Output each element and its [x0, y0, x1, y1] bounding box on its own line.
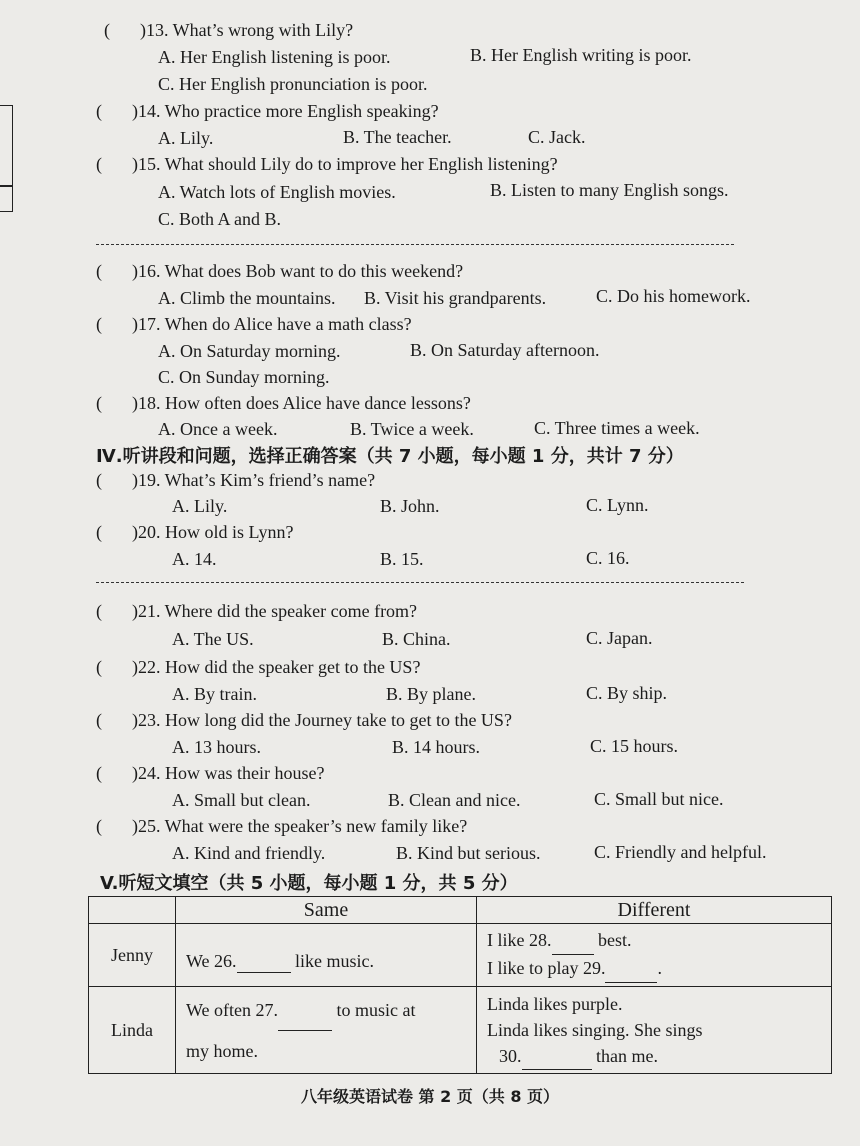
q15-option-a: A. Watch lots of English movies. — [158, 182, 396, 202]
q14-option-c: C. Jack. — [528, 127, 586, 147]
question-22: ( )22. How did the speaker get to the US? — [96, 657, 421, 677]
question-25: ( )25. What were the speaker’s new family like? — [96, 816, 468, 836]
linda-different-cell — [477, 987, 832, 1074]
q20-option-c: C. 16. — [586, 548, 630, 568]
linda-diff-line-3: 30. than me. — [487, 1043, 821, 1070]
row-label-linda: Linda — [89, 987, 176, 1074]
q22-option-b: B. By plane. — [386, 684, 476, 704]
question-20: ( )20. How old is Lynn? — [96, 522, 294, 542]
q23-option-b: B. 14 hours. — [392, 737, 481, 757]
q13-option-c: C. Her English pronunciation is poor. — [158, 74, 428, 94]
blank-29[interactable] — [605, 955, 657, 983]
question-13: ( )13. What’s wrong with Lily? — [104, 20, 354, 40]
q22-option-a: A. By train. — [172, 684, 257, 704]
q22-option-c: C. By ship. — [586, 683, 668, 703]
blank-26[interactable] — [237, 951, 291, 973]
linda-same-line-1: We often 27. to music at — [186, 990, 466, 1031]
q16-option-c: C. Do his homework. — [596, 286, 751, 306]
q21-option-c: C. Japan. — [586, 628, 653, 648]
question-14: ( )14. Who practice more English speaking? — [96, 101, 439, 121]
question-23: ( )23. How long did the Journey take to get to the US? — [96, 710, 512, 730]
left-bracket-upper — [0, 105, 13, 187]
q19-option-b: B. John. — [380, 496, 440, 516]
q25-option-c: C. Friendly and helpful. — [594, 842, 767, 862]
table-header-row — [89, 897, 832, 924]
question-21: ( )21. Where did the speaker come from? — [96, 601, 418, 621]
q16-option-b: B. Visit his grandparents. — [364, 288, 547, 308]
q13-option-a: A. Her English listening is poor. — [158, 47, 391, 67]
question-18: ( )18. How often does Alice have dance lessons? — [96, 393, 471, 413]
q25-option-a: A. Kind and friendly. — [172, 843, 326, 863]
linda-same-line-2: my home. — [186, 1040, 258, 1061]
blank-30[interactable] — [522, 1043, 592, 1070]
table-row-linda — [89, 987, 832, 1074]
q24-option-c: C. Small but nice. — [594, 789, 724, 809]
jenny-same-cell: We 26. like music. — [176, 924, 477, 987]
jenny-diff-line-2: I like to play 29. . — [487, 955, 821, 983]
question-19: ( )19. What’s Kim’s friend’s name? — [96, 470, 376, 490]
jenny-diff-line-1: I like 28. best. — [487, 927, 821, 955]
left-bracket-lower — [0, 185, 13, 212]
q19-option-c: C. Lynn. — [586, 495, 649, 515]
q17-option-b: B. On Saturday afternoon. — [410, 340, 600, 360]
jenny-different-cell — [477, 924, 832, 987]
q18-option-b: B. Twice a week. — [350, 419, 474, 439]
q17-option-c: C. On Sunday morning. — [158, 367, 330, 387]
q21-option-b: B. China. — [382, 629, 451, 649]
row-label-jenny: Jenny — [89, 924, 176, 987]
section-5-heading: V.听短文填空（共 5 小题，每小题 1 分，共 5 分） — [100, 873, 518, 894]
table-header-different: Different — [477, 897, 832, 924]
divider-1 — [96, 244, 734, 245]
q13-option-b: B. Her English writing is poor. — [470, 45, 692, 65]
linda-diff-line-2: Linda likes singing. She sings — [487, 1019, 703, 1040]
table-row-jenny — [89, 924, 832, 987]
divider-2 — [96, 582, 744, 583]
linda-same-cell — [176, 987, 477, 1074]
table-header-same: Same — [176, 897, 477, 924]
linda-diff-line-1: Linda likes purple. — [487, 993, 623, 1014]
q24-option-b: B. Clean and nice. — [388, 790, 521, 810]
q14-option-a: A. Lily. — [158, 128, 214, 148]
section-4-heading: Ⅳ.听讲段和问题，选择正确答案（共 7 小题，每小题 1 分，共计 7 分） — [96, 446, 684, 467]
q20-option-b: B. 15. — [380, 549, 424, 569]
q18-option-c: C. Three times a week. — [534, 418, 700, 438]
q21-option-a: A. The US. — [172, 629, 254, 649]
q14-option-b: B. The teacher. — [343, 127, 452, 147]
question-17: ( )17. When do Alice have a math class? — [96, 314, 412, 334]
page-footer: 八年级英语试卷 第 2 页（共 8 页） — [300, 1087, 560, 1106]
q23-option-a: A. 13 hours. — [172, 737, 261, 757]
fill-in-table — [88, 896, 832, 1074]
q15-option-b: B. Listen to many English songs. — [490, 180, 729, 200]
q15-option-c: C. Both A and B. — [158, 209, 282, 229]
q18-option-a: A. Once a week. — [158, 419, 278, 439]
q25-option-b: B. Kind but serious. — [396, 843, 541, 863]
q16-option-a: A. Climb the mountains. — [158, 288, 336, 308]
q24-option-a: A. Small but clean. — [172, 790, 311, 810]
page-edge-brackets — [0, 95, 12, 215]
question-24: ( )24. How was their house? — [96, 763, 325, 783]
q19-option-a: A. Lily. — [172, 496, 228, 516]
table-header-blank — [89, 897, 176, 924]
q23-option-c: C. 15 hours. — [590, 736, 679, 756]
blank-27[interactable] — [278, 990, 332, 1031]
question-16: ( )16. What does Bob want to do this weekend? — [96, 261, 464, 281]
q20-option-a: A. 14. — [172, 549, 217, 569]
blank-28[interactable] — [552, 927, 594, 955]
question-15: ( )15. What should Lily do to improve her English listening? — [96, 154, 558, 174]
q17-option-a: A. On Saturday morning. — [158, 341, 341, 361]
